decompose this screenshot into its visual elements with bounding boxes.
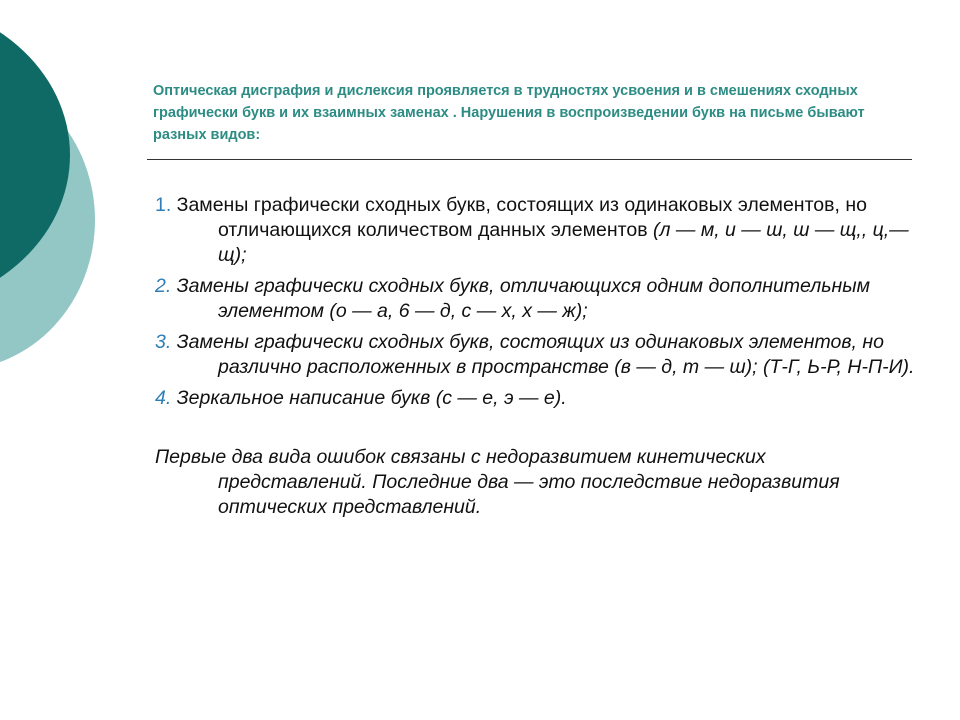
item-text: Замены графически сходных букв, отличающихся одним дополнительным элементом (о — а, 6 — д, с — х, х — ж); (171, 275, 870, 322)
summary-paragraph: Первые два вида ошибок связаны с недоразвитием кинетических представлений. Последние два — это последствие недоразвития оптических представлений. (155, 446, 840, 518)
list-item-3 (155, 330, 915, 380)
item-number: 3. (155, 331, 172, 353)
list-item-4 (155, 386, 915, 411)
item-text: Зеркальное написание букв (с — е, э — е). (171, 387, 567, 409)
list-item-1 (155, 193, 915, 268)
list-item-2 (155, 274, 915, 324)
content-body (155, 193, 915, 520)
item-number: 1. (155, 194, 172, 216)
item-number: 2. (155, 275, 172, 297)
slide-title: Оптическая дисграфия и дислексия проявляется в трудностях усвоения и в смешениях сходных графически букв и их взаимных заменах . Нарушения в воспроизведении букв на письме бывают разных видов: (153, 83, 865, 143)
item-examples: (л — м, и — ш, ш — щ,, ц,—щ); (218, 219, 909, 266)
item-text: Замены графически сходных букв, состоящих из одинаковых элементов, но различно расположенных в пространстве (в — д, т — ш); (Т-Г, Ь-Р, Н-П-И). (171, 331, 915, 378)
item-text: Замены графически сходных букв, состоящих из одинаковых элементов, но отличающихся количеством данных элементов (171, 194, 867, 241)
item-number: 4. (155, 387, 172, 409)
title-divider (147, 159, 912, 160)
